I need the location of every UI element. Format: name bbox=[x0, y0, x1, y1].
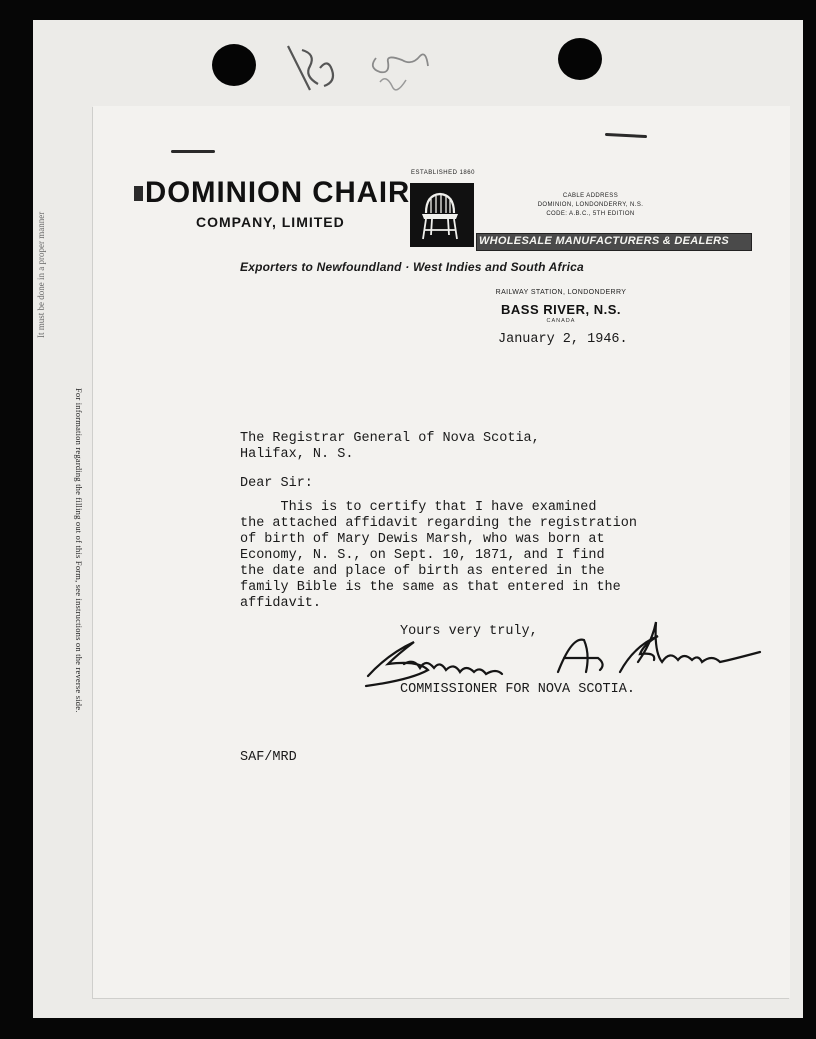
closing: Yours very truly, bbox=[400, 624, 538, 639]
signer-title: COMMISSIONER FOR NOVA SCOTIA. bbox=[400, 682, 635, 697]
body-line: family Bible is the same as that entered in the bbox=[240, 580, 621, 595]
form-side-text: It must be done in a proper manner bbox=[36, 211, 46, 338]
staple-left bbox=[171, 150, 215, 153]
staple-right bbox=[605, 133, 647, 138]
chair-icon bbox=[410, 183, 474, 247]
punch-hole-left bbox=[212, 44, 256, 86]
reference-initials: SAF/MRD bbox=[240, 750, 297, 765]
cable-address-line: CODE: A.B.C., 5TH EDITION bbox=[546, 211, 635, 217]
punch-hole-right bbox=[558, 38, 602, 80]
company-name: DOMINION CHAIR bbox=[145, 176, 411, 209]
body-line: Economy, N. S., on Sept. 10, 1871, and I find bbox=[240, 548, 605, 563]
body-line: affidavit. bbox=[240, 596, 322, 611]
body-line: of birth of Mary Dewis Marsh, who was born at bbox=[240, 532, 605, 547]
letter-date: January 2, 1946. bbox=[498, 332, 628, 347]
letter-sheet bbox=[93, 106, 790, 998]
exporters-line: Exporters to Newfoundland · West Indies and South Africa bbox=[240, 260, 584, 274]
cable-address-line: CABLE ADDRESS bbox=[562, 193, 619, 199]
chair-logo bbox=[410, 183, 474, 247]
established-label: ESTABLISHED 1860 bbox=[411, 170, 475, 176]
addressee-line: The Registrar General of Nova Scotia, bbox=[240, 431, 540, 446]
body-line: the attached affidavit regarding the registration bbox=[240, 516, 637, 531]
letterhead-country: CANADA bbox=[546, 318, 576, 324]
pencil-annotation bbox=[280, 38, 450, 113]
form-side-instructions: For information regarding the filling out of this Form, see instructions on the reverse side. bbox=[74, 388, 84, 713]
company-subtitle: COMPANY, LIMITED bbox=[196, 214, 345, 230]
railway-station: RAILWAY STATION, LONDONDERRY bbox=[495, 289, 627, 296]
letterhead-city: BASS RIVER, N.S. bbox=[501, 302, 621, 317]
cable-address bbox=[518, 192, 663, 219]
letterhead-bar-left bbox=[134, 186, 143, 201]
addressee-line: Halifax, N. S. bbox=[240, 447, 354, 462]
salutation: Dear Sir: bbox=[240, 476, 313, 491]
wholesale-band-text: WHOLESALE MANUFACTURERS & DEALERS bbox=[479, 235, 730, 247]
body-line: the date and place of birth as entered in the bbox=[240, 564, 605, 579]
body-line: This is to certify that I have examined bbox=[240, 500, 597, 515]
cable-address-line: DOMINION, LONDONDERRY, N.S. bbox=[537, 202, 644, 208]
